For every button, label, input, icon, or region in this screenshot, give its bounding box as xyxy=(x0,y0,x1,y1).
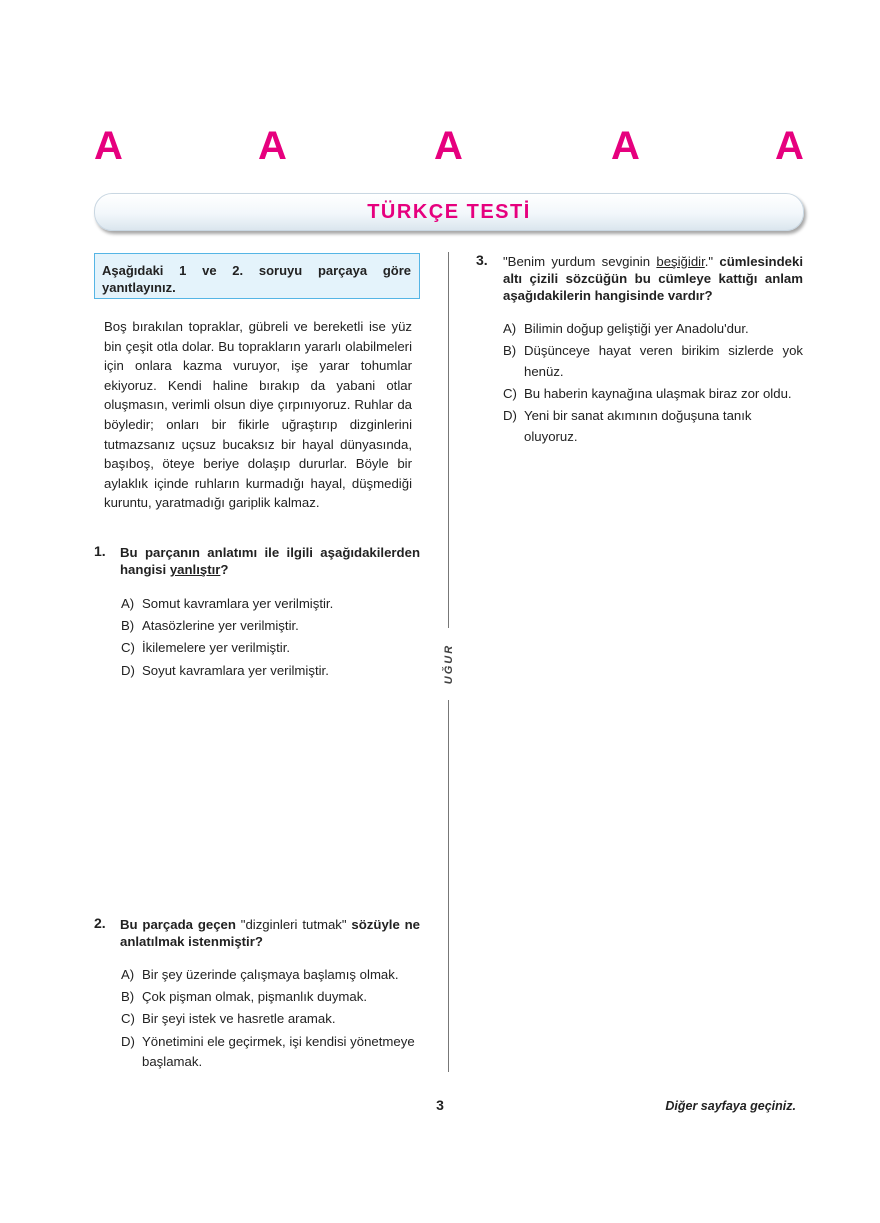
question-2 xyxy=(94,915,424,1080)
booklet-letter: A xyxy=(258,124,287,168)
question-3 xyxy=(476,252,806,452)
test-title-bar xyxy=(94,193,804,231)
question-number: 3. xyxy=(476,252,488,268)
option-list xyxy=(121,594,421,683)
option-b[interactable]: B) Atasözlerine yer verilmiştir. xyxy=(121,618,299,634)
column-divider xyxy=(448,252,449,628)
question-number: 2. xyxy=(94,915,106,931)
booklet-letter: A xyxy=(611,124,640,168)
option-d[interactable]: D) Yönetimini ele geçirmek, işi kendisi yönetmeye başlamak. xyxy=(121,1033,415,1070)
question-1 xyxy=(94,543,424,693)
page-number: 3 xyxy=(436,1097,444,1113)
question-stem: "Benim yurdum sevginin beşiğidir." cümlesindeki altı çizili sözcüğün bu cümleye kattığı anlam aşağıdakilerin hangisinde vardır? xyxy=(503,254,803,303)
reading-passage: Boş bırakılan topraklar, gübreli ve bereketli ise yüz bin çeşit otla dolar. Bu toprakların yararlı olabilmeleri için onlara kazma vuruyor, işe yarar tohumlar ekiyoruz. Kendi haline bırakıp da yabani otlar oluşmasın, verimli olsun diye çırpınıyoruz. Ruhlar da böyledir; onları bir fikirle uğraştırıp dizginlerini tutmazsanız uçsuz bucaksız bir hayal dünyasında, başıboş, öteye beriye dolaşıp dururlar. Böyle bir aylaklık içinde ruhların kurmadığı hayal, düşmediği kuruntu, yaratmadığı gariplik kalmaz. xyxy=(104,319,412,511)
question-stem: Bu parçanın anlatımı ile ilgili aşağıdakilerden hangisi yanlıştır? xyxy=(120,545,420,577)
column-divider xyxy=(448,700,449,1072)
option-b[interactable]: B) Düşünceye hayat veren birikim sizlerde yok henüz. xyxy=(503,343,803,379)
booklet-letter: A xyxy=(775,124,804,168)
option-a[interactable]: A) Bilimin doğup geliştiği yer Anadolu'dur. xyxy=(503,321,749,336)
publisher-label: UĞUR xyxy=(443,643,455,685)
option-list xyxy=(121,965,421,1074)
option-a[interactable]: A) Bir şey üzerinde çalışmaya başlamış olmak. xyxy=(121,967,399,982)
option-c[interactable]: C) Bu haberin kaynağına ulaşmak biraz zor oldu. xyxy=(503,385,792,401)
option-c[interactable]: C) İkilemelere yer verilmiştir. xyxy=(121,640,291,656)
question-number: 1. xyxy=(94,543,106,559)
option-d[interactable]: D) Soyut kavramlara yer verilmiştir. xyxy=(121,662,329,678)
option-a[interactable]: A) Somut kavramlara yer verilmiştir. xyxy=(121,596,334,611)
booklet-letter: A xyxy=(94,124,123,168)
instruction-box: Aşağıdaki 1 ve 2. soruyu parçaya göre yanıtlayınız. xyxy=(94,253,420,299)
option-list xyxy=(503,319,803,449)
option-b[interactable]: B) Çok pişman olmak, pişmanlık duymak. xyxy=(121,989,367,1005)
option-d[interactable]: D) Yeni bir sanat akımının doğuşuna tanık oluyoruz. xyxy=(503,408,752,444)
question-stem: Bu parçada geçen "dizginleri tutmak" sözüyle ne anlatılmak istenmiştir? xyxy=(120,917,420,949)
option-c[interactable]: C) Bir şeyi istek ve hasretle aramak. xyxy=(121,1011,336,1027)
test-title: TÜRKÇE TESTİ xyxy=(367,201,531,223)
booklet-letter: A xyxy=(434,124,463,168)
next-page-note: Diğer sayfaya geçiniz. xyxy=(665,1099,796,1113)
